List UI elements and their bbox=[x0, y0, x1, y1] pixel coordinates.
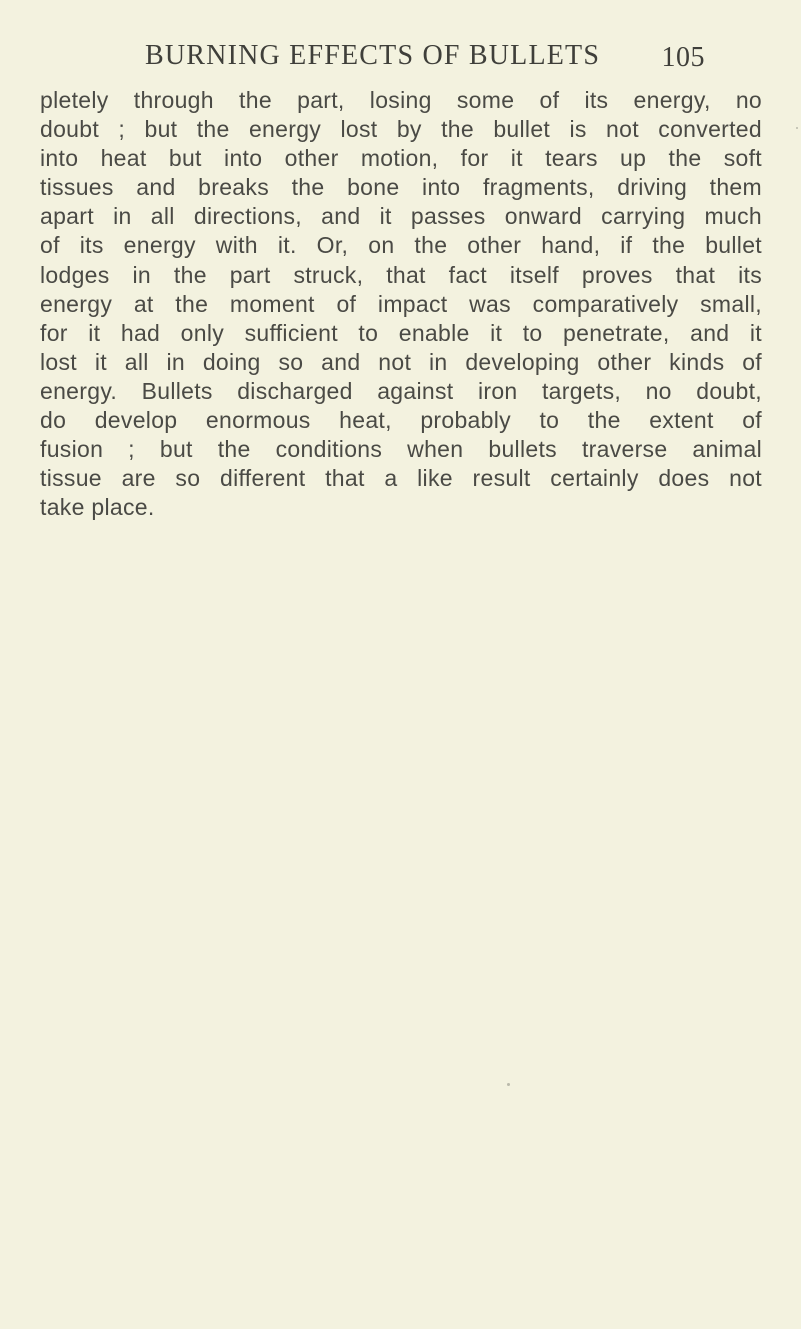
paper-speck bbox=[507, 1083, 510, 1086]
page-number: 105 bbox=[661, 42, 705, 73]
text-line: fusion ; but the conditions when bullets traverse animal bbox=[40, 436, 762, 463]
running-head bbox=[145, 40, 705, 80]
text-line: energy. Bullets discharged against iron targets, no doubt, bbox=[40, 377, 762, 404]
text-line-last: take place. bbox=[40, 494, 155, 521]
text-line: tissue are so different that a like result certainly does not bbox=[40, 465, 762, 492]
text-line: lodges in the part struck, that fact itself proves that its bbox=[40, 261, 762, 288]
text-line: energy at the moment of impact was comparatively small, bbox=[40, 290, 762, 317]
paper-speck bbox=[796, 127, 798, 129]
text-line: do develop enormous heat, probably to the extent of bbox=[40, 407, 762, 434]
text-line: apart in all directions, and it passes onward carrying much bbox=[40, 203, 762, 230]
text-line: tissues and breaks the bone into fragments, driving them bbox=[40, 174, 762, 201]
body-paragraph bbox=[40, 86, 762, 522]
text-line: lost it all in doing so and not in developing other kinds of bbox=[40, 348, 762, 375]
text-line: pletely through the part, losing some of its energy, no bbox=[40, 87, 762, 113]
text-line: for it had only sufficient to enable it to penetrate, and it bbox=[40, 319, 762, 346]
text-line: doubt ; but the energy lost by the bullet is not converted bbox=[40, 116, 762, 143]
text-line: of its energy with it. Or, on the other hand, if the bullet bbox=[40, 232, 762, 259]
running-title: BURNING EFFECTS OF BULLETS bbox=[145, 40, 601, 71]
text-line: into heat but into other motion, for it tears up the soft bbox=[40, 145, 762, 172]
